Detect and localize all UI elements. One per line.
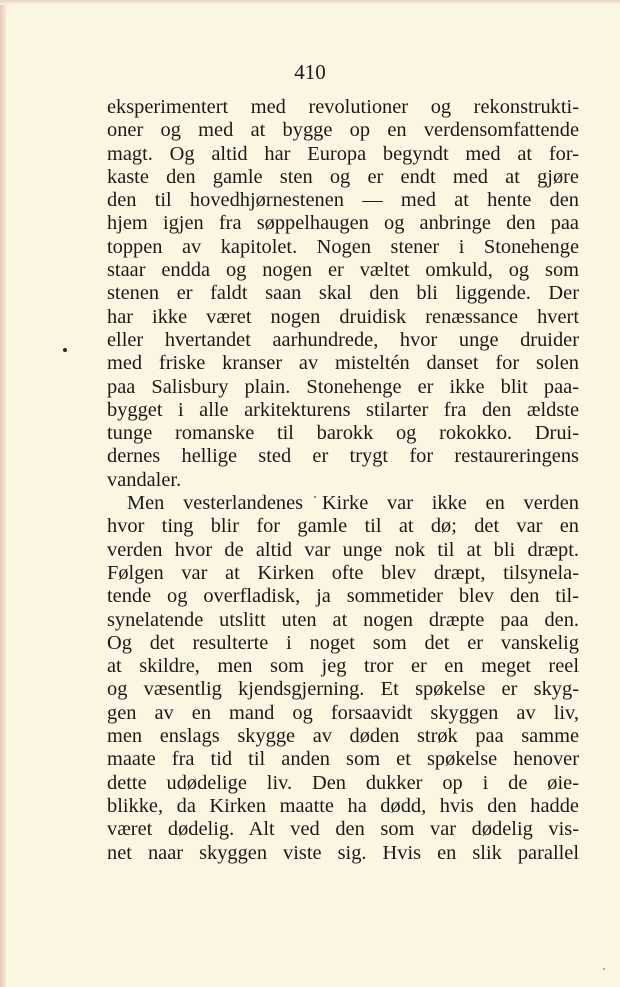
- paragraph-end-line: vandaler.: [107, 468, 182, 491]
- text-line: oner og med at bygge op en verdensomfattende: [107, 119, 579, 142]
- text-line: tunge romanske til barokk og rokokko. Drui-: [107, 422, 579, 445]
- text-line: stenen er faldt saan skal den bli liggende. Der: [107, 282, 579, 305]
- body-text: [107, 96, 579, 865]
- text-line: magt. Og altid har Europa begyndt med at for-: [107, 142, 579, 165]
- text-line: verden hvor de altid var unge nok til at bli dræpt.: [107, 538, 579, 561]
- text-line: Og det resulterte i noget som det er vanskelig: [107, 631, 579, 654]
- text-line: maate fra tid til anden som et spøkelse henover: [107, 748, 579, 771]
- text-line: net naar skyggen viste sig. Hvis en slik parallel: [107, 841, 579, 864]
- text-line: hjem igjen fra søppelhaugen og anbringe den paa: [107, 212, 579, 235]
- text-line: kaste den gamle sten og er endt med at gjøre: [107, 165, 579, 188]
- paragraph-start-line: Men vesterlandenes Kirke var ikke en verden: [127, 492, 579, 515]
- text-line: og væsentlig kjendsgjerning. Et spøkelse er skyg-: [107, 678, 579, 701]
- text-line: med friske kranser av misteltén danset for solen: [107, 352, 579, 375]
- text-line: gen av en mand og forsaavidt skyggen av liv,: [107, 701, 579, 724]
- text-line: eller hvertandet aarhundrede, hvor unge druider: [107, 328, 579, 351]
- text-line: bygget i alle arkitekturens stilarter fra den ældste: [107, 398, 579, 421]
- text-line: toppen av kapitolet. Nogen stener i Stonehenge: [107, 235, 579, 258]
- text-line: at skildre, men som jeg tror er en meget reel: [107, 655, 579, 678]
- text-line: paa Salisbury plain. Stonehenge er ikke blit paa-: [107, 375, 579, 398]
- page-number: 410: [294, 60, 326, 84]
- text-line: Følgen var at Kirken ofte blev dræpt, tilsynela-: [107, 561, 579, 584]
- text-line: eksperimentert med revolutioner og rekonstrukti-: [107, 96, 579, 118]
- text-line: hvor ting blir for gamle til at dø; det var en: [107, 515, 579, 538]
- text-line: den til hovedhjørnestenen — med at hente den: [107, 189, 579, 212]
- text-line: været dødelig. Alt ved den som var dødelig vis-: [107, 818, 579, 841]
- text-line: synelatende utslitt uten at nogen dræpte paa den.: [107, 608, 579, 631]
- margin-mark: [63, 348, 67, 352]
- text-line: tende og overfladisk, ja sommetider blev den til-: [107, 585, 579, 608]
- text-line: har ikke været nogen druidisk renæssance hvert: [107, 305, 579, 328]
- text-line: dernes hellige sted er trygt for restaureringens: [107, 445, 579, 468]
- text-line: men enslags skygge av døden strøk paa samme: [107, 725, 579, 748]
- text-line: blikke, da Kirken maatte ha dødd, hvis den hadde: [107, 794, 579, 817]
- text-line: dette udødelige liv. Den dukker op i de øie-: [107, 771, 579, 794]
- text-line: staar endda og nogen er væltet omkuld, og som: [107, 259, 579, 282]
- paper-speck: [603, 968, 605, 970]
